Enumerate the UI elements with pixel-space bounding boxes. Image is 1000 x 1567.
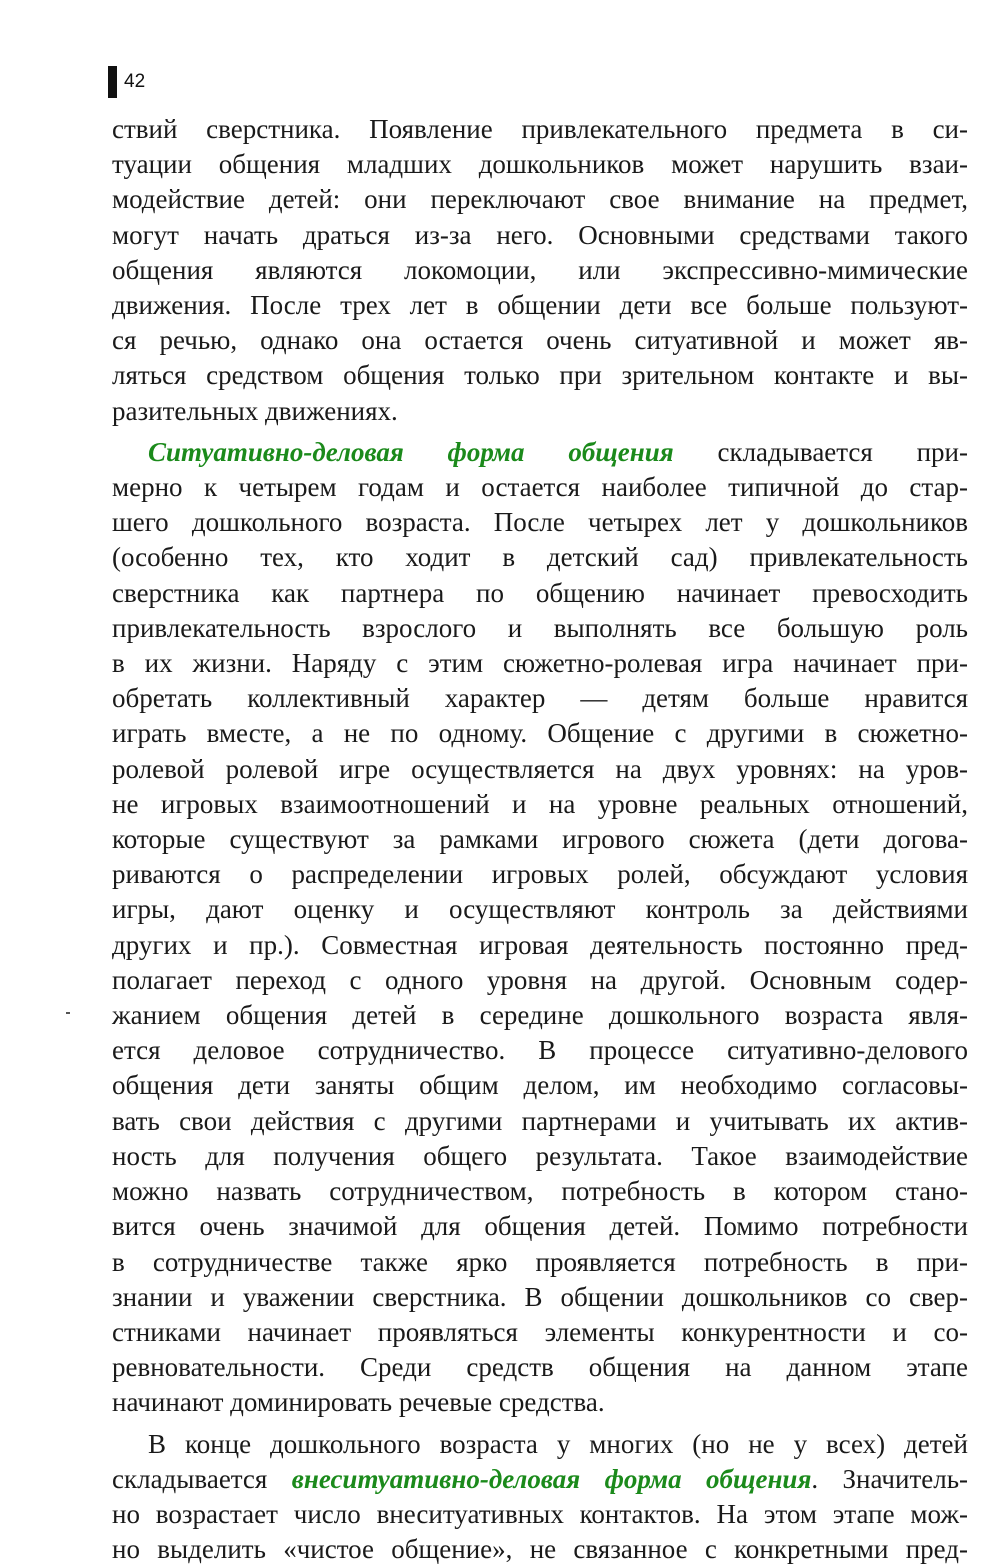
text-line: разительных движениях. — [112, 395, 398, 426]
text-line: стниками начинает проявляться элементы конкурентности и со- — [112, 1316, 968, 1347]
text-line: модействие детей: они переключают свое внимание на предмет, — [112, 184, 968, 215]
text-line: В конце дошкольного возраста у многих (но не у всех) детей — [148, 1428, 968, 1459]
text-line: шего дошкольного возраста. После четырех лет у дошкольников — [112, 507, 968, 538]
term-situational-business: Ситуативно-деловая форма общения — [148, 436, 674, 467]
line-start: складывается — [112, 1463, 292, 1494]
text-line: полагает переход с одного уровня на другой. Основным содер- — [112, 964, 968, 995]
text-line: начинают доминировать речевые средства. — [112, 1387, 605, 1418]
text-line: (особенно тех, кто ходит в детский сад) привлекательность — [112, 542, 968, 573]
line-rest: складывается при- — [673, 436, 968, 467]
text-line: которые существуют за рамками игрового сюжета (дети догова- — [112, 824, 968, 855]
text-line: движения. После трех лет в общении дети все больше пользуют- — [112, 290, 968, 321]
line-end: . Значитель- — [811, 1463, 968, 1494]
text-line: можно назвать сотрудничеством, потребность в котором стано- — [112, 1176, 968, 1207]
page-header — [108, 66, 145, 98]
text-line: но возрастает число внеситуативных контактов. На этом этапе мож- — [112, 1498, 968, 1529]
text-line: других и пр.). Совместная игровая деятельность постоянно пред- — [112, 929, 968, 960]
text-line: общения дети заняты общим делом, им необходимо согласовы- — [112, 1070, 968, 1101]
header-bar-mark — [108, 66, 117, 98]
text-line: общения являются локомоции, или экспрессивно-мимические — [112, 254, 968, 285]
text-line: знании и уважении сверстника. В общении дошкольников со свер- — [112, 1281, 968, 1312]
text-line: риваются о распределении игровых ролей, обсуждают условия — [112, 859, 968, 890]
text-line: привлекательность взрослого и выполнять все большую роль — [112, 612, 968, 643]
text-line — [112, 1462, 968, 1497]
text-line: ность для получения общего результата. Такое взаимодействие — [112, 1140, 968, 1171]
text-line: могут начать драться из-за него. Основными средствами такого — [112, 219, 968, 250]
page-number: 42 — [124, 71, 146, 92]
text-line: не игровых взаимоотношений и на уровне реальных отношений, — [112, 788, 968, 819]
text-line: ревновательности. Среди средств общения на данном этапе — [112, 1352, 968, 1383]
text-line: ся речью, однако она остается очень ситуативной и может яв- — [112, 325, 968, 356]
text-line: игры, дают оценку и осуществляют контроль за действиями — [112, 894, 968, 925]
scan-speck — [66, 1012, 70, 1014]
text-line: вится очень значимой для общения детей. Помимо потребности — [112, 1211, 968, 1242]
paragraph-1 — [112, 112, 968, 429]
text-line: ляться средством общения только при зрительном контакте и вы- — [112, 360, 968, 391]
paragraph-2 — [112, 435, 968, 1421]
text-line — [112, 435, 968, 470]
paragraph-3 — [112, 1427, 968, 1567]
text-line: ролевой ролевой игре осуществляется на двух уровнях: на уров- — [112, 753, 968, 784]
text-line: ствий сверстника. Появление привлекательного предмета в си- — [112, 114, 968, 144]
text-line: в их жизни. Наряду с этим сюжетно-ролевая игра начинает при- — [112, 648, 968, 679]
term-extra-situational-business: внеситуативно-деловая форма общения — [291, 1463, 812, 1494]
text-line: обретать коллективный характер — детям больше нравится — [112, 683, 968, 714]
text-line: играть вместе, а не по одному. Общение с другими в сюжетно- — [112, 718, 968, 749]
text-line: ется деловое сотрудничество. В процессе ситуативно-делового — [112, 1035, 968, 1066]
body-text — [112, 112, 968, 1567]
text-line: сверстника как партнера по общению начинает превосходить — [112, 577, 968, 608]
text-line: туации общения младших дошкольников может нарушить взаи- — [112, 149, 968, 180]
text-line: в сотрудничестве также ярко проявляется потребность в при- — [112, 1246, 968, 1277]
text-line: но выделить «чистое общение», не связанное с конкретными пред- — [112, 1534, 968, 1565]
text-line: вать свои действия с другими партнерами и учитывать их актив- — [112, 1105, 968, 1136]
text-line: мерно к четырем годам и остается наиболее типичной до стар- — [112, 472, 968, 503]
text-line: жанием общения детей в середине дошкольного возраста явля- — [112, 1000, 968, 1031]
